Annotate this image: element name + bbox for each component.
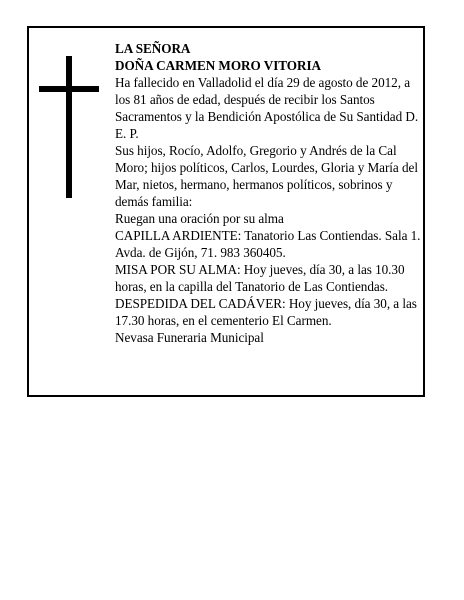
mass-info: MISA POR SU ALMA: Hoy jueves, día 30, a las 10.30 horas, en la capilla del Tanatorio de Las Contiendas. xyxy=(115,262,405,294)
cross-horizontal-bar xyxy=(39,86,99,92)
death-announcement: Ha fallecido en Valladolid el día 29 de agosto de 2012, a los 81 años de edad, después de recibir los Santos Sacramentos y la Bendición Apostólica de Su Santidad D. E. P. xyxy=(115,75,419,141)
notice-title: LA SEÑORA xyxy=(115,41,191,56)
notice-text xyxy=(115,40,421,346)
funeral-home: Nevasa Funeraria Municipal xyxy=(115,330,264,345)
family-list: Sus hijos, Rocío, Adolfo, Gregorio y Andrés de la Cal Moro; hijos políticos, Carlos, Lourdes, Gloria y María del Mar, nietos, hermano, hermanos políticos, sobrinos y demás familia: xyxy=(115,143,418,209)
cross-icon xyxy=(39,56,99,198)
farewell-info: DESPEDIDA DEL CADÁVER: Hoy jueves, día 30, a las 17.30 horas, en el cementerio El Carmen. xyxy=(115,296,417,328)
cross-vertical-bar xyxy=(66,56,72,198)
deceased-name: DOÑA CARMEN MORO VITORIA xyxy=(115,58,322,73)
chapel-info: CAPILLA ARDIENTE: Tanatorio Las Contiendas. Sala 1. Avda. de Gijón, 71. 983 360405. xyxy=(115,228,421,260)
prayer-request: Ruegan una oración por su alma xyxy=(115,211,284,226)
obituary-notice xyxy=(27,26,425,397)
